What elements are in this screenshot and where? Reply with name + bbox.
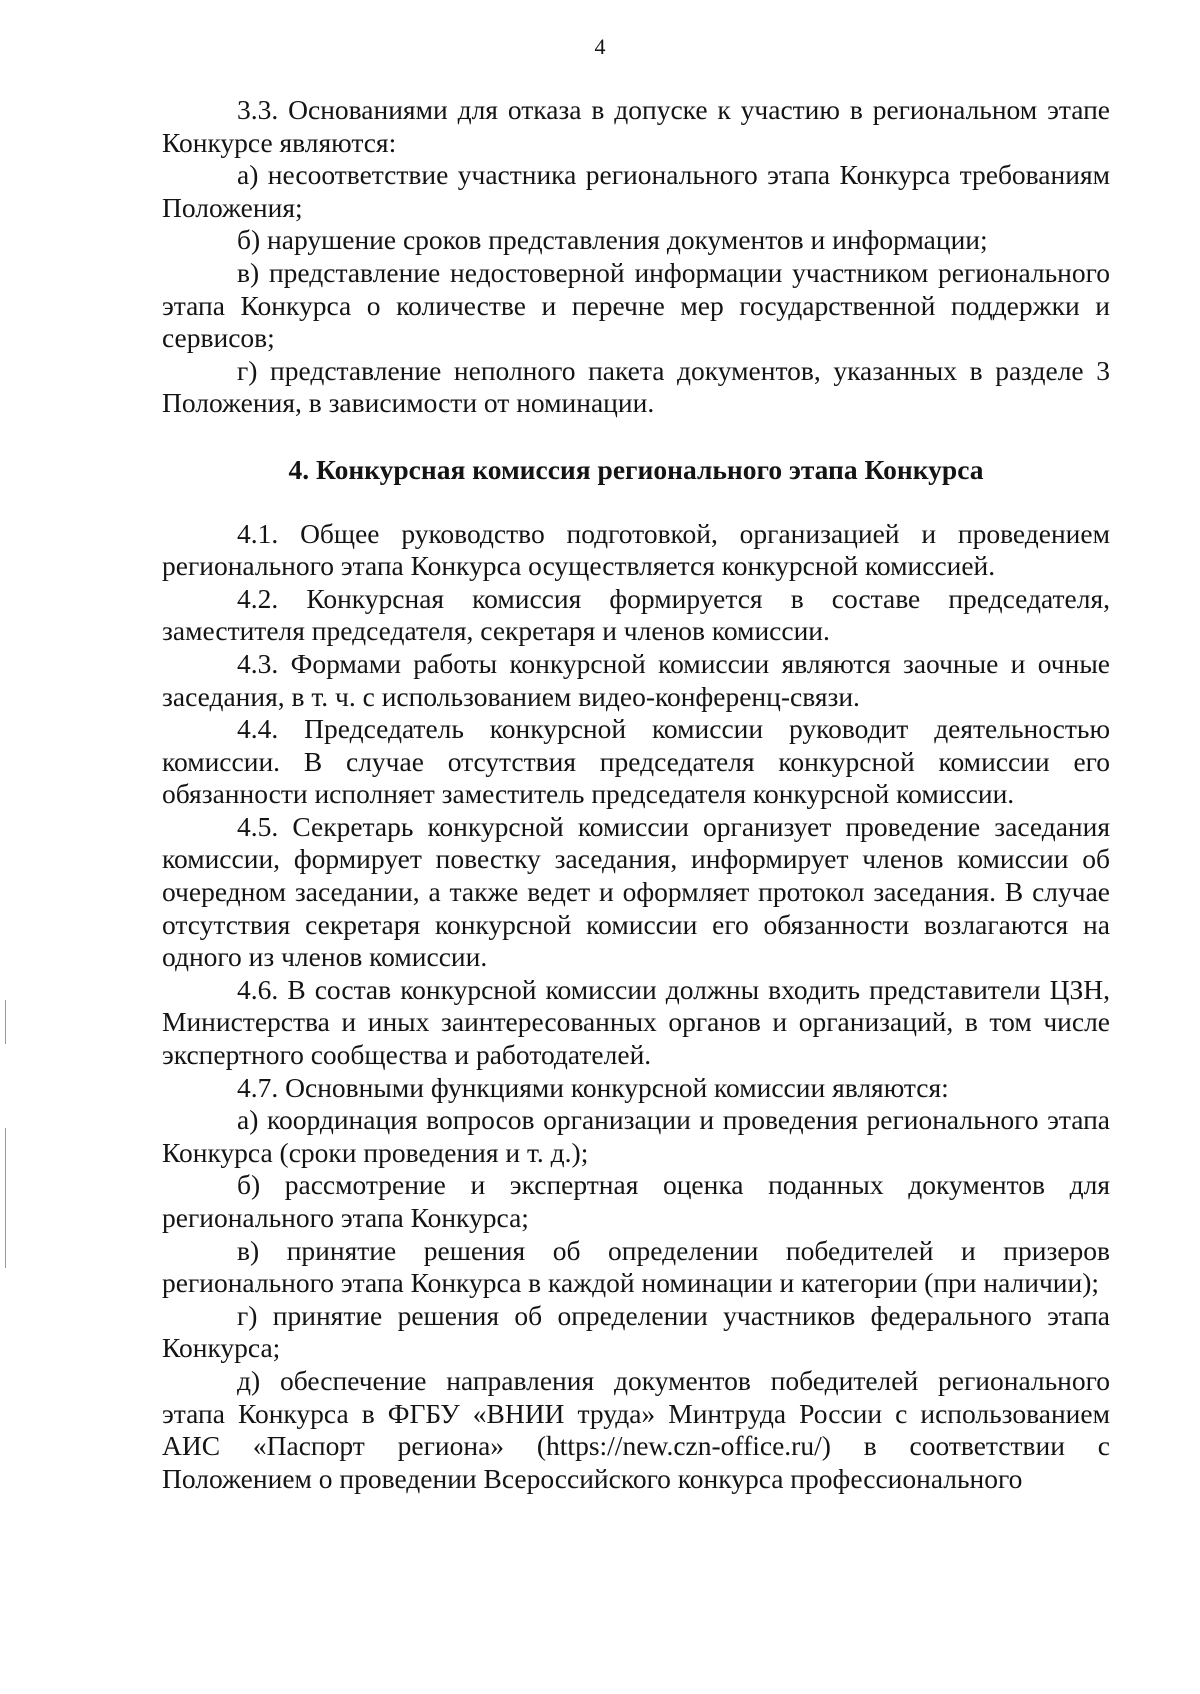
- scan-margin-mark: [5, 1128, 6, 1268]
- scan-margin-mark: [5, 1000, 6, 1044]
- paragraph-4-1: 4.1. Общее руководство подготовкой, организацией и проведением регионального этапа Конкурса осуществляется конкурсной комиссией.: [162, 517, 1110, 582]
- document-body: [162, 94, 1110, 1495]
- paragraph-4-3: 4.3. Формами работы конкурсной комиссии являются заочные и очные заседания, в т. ч. с использованием видео-конференц-связи.: [162, 647, 1110, 712]
- paragraph-3-3-b: б) нарушение сроков представления документов и информации;: [237, 224, 988, 256]
- paragraph-4-7-b: б) рассмотрение и экспертная оценка поданных документов для регионального этапа Конкурса;: [162, 1169, 1110, 1233]
- paragraph-4-6: 4.6. В состав конкурсной комиссии должны входить представители ЦЗН, Министерства и иных заинтересованных органов и организаций, в том числе экспертного сообщества и работодателей.: [162, 973, 1110, 1071]
- paragraph-4-7-g: г) принятие решения об определении участников федерального этапа Конкурса;: [162, 1299, 1110, 1364]
- paragraph-4-5: 4.5. Секретарь конкурсной комиссии организует проведение заседания комиссии, формирует повестку заседания, информирует членов комиссии об очередном заседании, а также ведет и оформляет протокол заседания. В случае отсутствия секретаря конкурсной комиссии его обязанности возлагаются на одного из членов комиссии.: [162, 810, 1110, 973]
- paragraph-4-4: 4.4. Председатель конкурсной комиссии руководит деятельностью комиссии. В случае отсутствия председателя конкурсной комиссии его обязанности исполняет заместитель председателя конкурсной комиссии.: [162, 713, 1110, 810]
- paragraph-4-7-a: а) координация вопросов организации и проведения регионального этапа Конкурса (сроки проведения и т. д.);: [162, 1104, 1110, 1168]
- paragraph-3-3-v: в) представление недостоверной информации участником регионального этапа Конкурса о количестве и перечне мер государственной поддержки и сервисов;: [162, 256, 1110, 354]
- page-number: 4: [594, 34, 606, 59]
- paragraph-4-2: 4.2. Конкурсная комиссия формируется в составе председателя, заместителя председателя, секретаря и членов комиссии.: [162, 582, 1110, 647]
- section-4-heading: 4. Конкурсная комиссия регионального этапа Конкурса: [288, 453, 984, 485]
- paragraph-3-3-a: а) несоответствие участника регионального этапа Конкурса требованиям Положения;: [162, 159, 1110, 223]
- paragraph-3-3: 3.3. Основаниями для отказа в допуске к участию в региональном этапе Конкурсе являются:: [162, 94, 1110, 158]
- paragraph-3-3-g: г) представление неполного пакета документов, указанных в разделе 3 Положения, в зависимости от номинации.: [162, 354, 1110, 419]
- paragraph-4-7-v: в) принятие решения об определении победителей и призеров регионального этапа Конкурса в каждой номинации и категории (при наличии);: [162, 1234, 1110, 1299]
- paragraph-4-7-d: д) обеспечение направления документов победителей регионального этапа Конкурса в ФГБУ «ВНИИ труда» Минтруда России с использованием АИС «Паспорт региона» (https://new.czn-office.ru/) в соответствии с Положением о проведении Всероссийского конкурса профессионального: [162, 1364, 1110, 1494]
- paragraph-4-7: 4.7. Основными функциями конкурсной комиссии являются:: [237, 1071, 949, 1103]
